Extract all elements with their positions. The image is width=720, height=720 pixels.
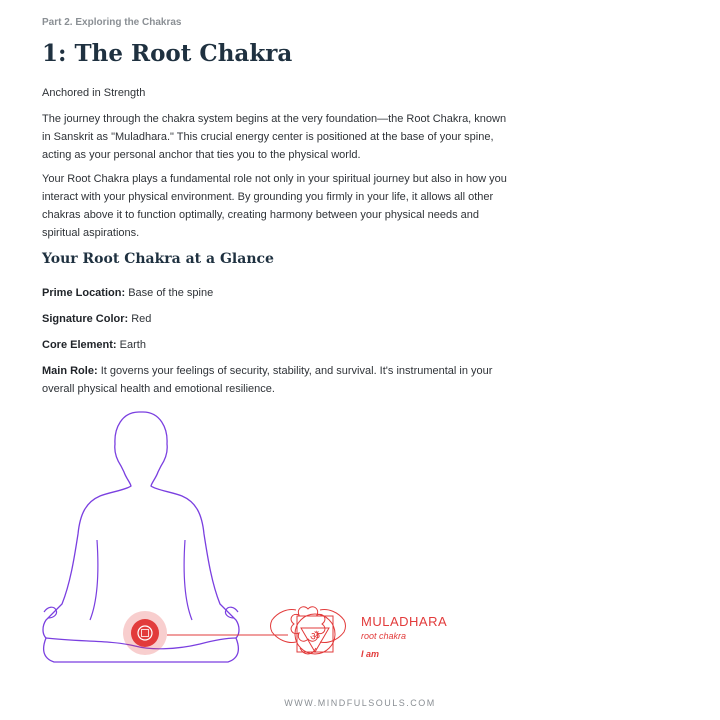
- arm-outline-right: [184, 540, 192, 620]
- chakra-mantra: I am: [361, 649, 380, 659]
- meditation-figure-illustration: [0, 400, 720, 680]
- section-eyebrow: Part 2. Exploring the Chakras: [42, 17, 182, 28]
- glance-heading: Your Root Chakra at a Glance: [42, 251, 274, 267]
- fact-role: [42, 362, 512, 398]
- page-title: 1: The Root Chakra: [42, 40, 293, 67]
- fact-location: [42, 284, 512, 302]
- fact-color: [42, 310, 512, 328]
- fact-label: Signature Color:: [42, 313, 129, 325]
- fact-label: Prime Location:: [42, 287, 126, 299]
- muladhara-symbol: [271, 607, 346, 654]
- fact-value: Red: [131, 313, 152, 325]
- footer-site-url: WWW.MINDFULSOULS.COM: [284, 698, 436, 708]
- fact-element: [42, 336, 512, 354]
- bija-glyph: ॐ: [309, 630, 321, 643]
- fact-value: Base of the spine: [128, 287, 214, 299]
- fact-label: Main Role:: [42, 365, 98, 377]
- arm-outline-left: [90, 540, 98, 620]
- subtitle: Anchored in Strength: [42, 87, 146, 99]
- fact-value: Earth: [119, 339, 146, 351]
- chakra-name: MULADHARA: [361, 614, 448, 629]
- fact-label: Core Element:: [42, 339, 117, 351]
- chakra-subtitle: root chakra: [361, 631, 407, 641]
- intro-paragraph-2: Your Root Chakra plays a fundamental role not only in your spiritual journey but also in how you interact with your physical environment. By grounding you firmly in your life, it allows all other chakras above it to function optimally, creating harmony between your physical needs and spiritual aspirations.: [42, 173, 507, 239]
- chakra-point: [131, 619, 159, 647]
- fact-value: It governs your feelings of security, stability, and survival. It's instrumental in your overall physical health and emotional resilience.: [42, 365, 493, 395]
- intro-paragraph-1: The journey through the chakra system begins at the very foundation—the Root Chakra, known in Sanskrit as "Muladhara." This crucial energy center is positioned at the base of your spine, acting as your personal anchor that ties you to the physical world.: [42, 113, 507, 161]
